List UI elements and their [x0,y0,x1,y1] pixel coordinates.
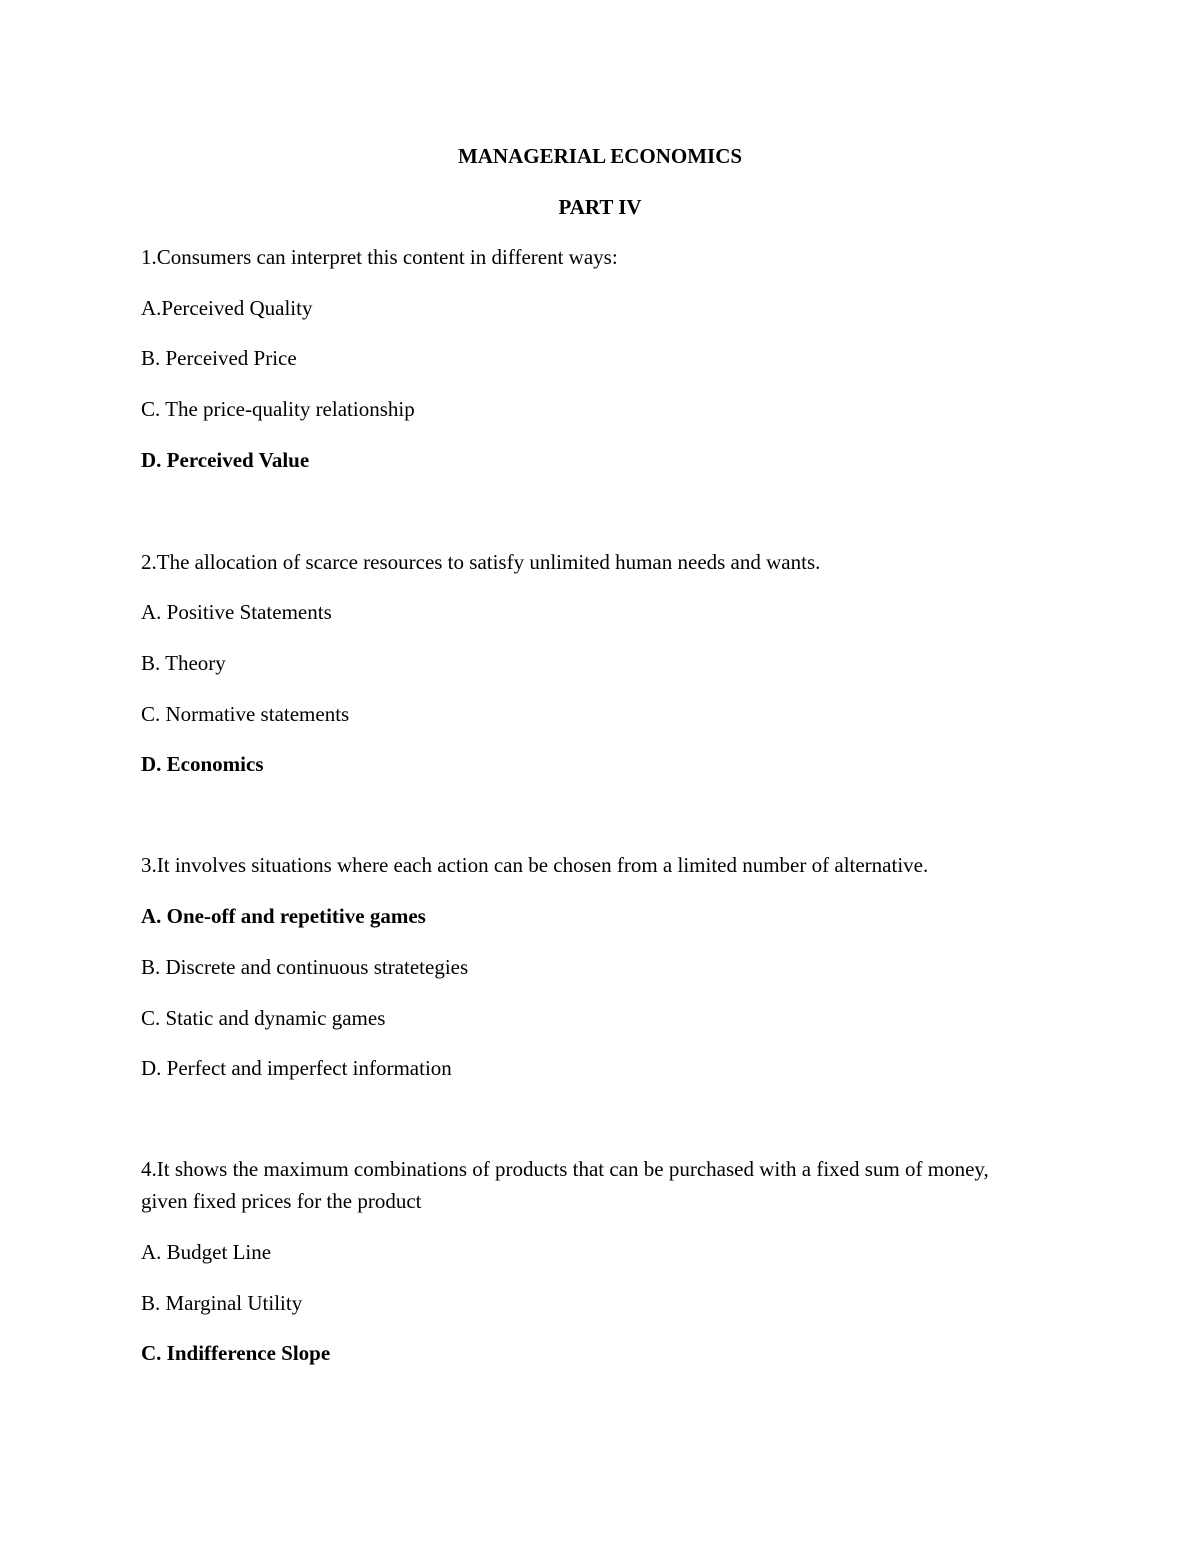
question-2-text: 2.The allocation of scarce resources to satisfy unlimited human needs and wants. [141,550,821,574]
question-3-option-b: B. Discrete and continuous stratetegies [141,955,469,979]
question-1-option-d-answer: D. Perceived Value [141,448,310,472]
question-1-option-a: A.Perceived Quality [141,296,313,320]
question-3-option-d: D. Perfect and imperfect information [141,1056,452,1080]
question-4-option-a: A. Budget Line [141,1240,272,1264]
question-3-text: 3.It involves situations where each action can be chosen from a limited number of alternative. [141,853,929,877]
question-3-option-c: C. Static and dynamic games [141,1006,386,1030]
question-4-option-b: B. Marginal Utility [141,1291,303,1315]
question-2-option-b: B. Theory [141,651,226,675]
question-3-option-a-answer: A. One-off and repetitive games [141,904,426,928]
document-title: MANAGERIAL ECONOMICS [457,144,743,168]
question-1-option-b: B. Perceived Price [141,346,297,370]
question-4-option-c-answer: C. Indifference Slope [141,1341,331,1365]
question-1-text: 1.Consumers can interpret this content in different ways: [141,245,618,269]
question-4-text: 4.It shows the maximum combinations of products that can be purchased with a fixed sum of money, given fixed prices for the product [141,1157,989,1213]
document-subtitle: PART IV [558,195,642,219]
question-2-option-d-answer: D. Economics [141,752,264,776]
question-1-option-c: C. The price-quality relationship [141,397,415,421]
question-2-option-c: C. Normative statements [141,702,350,726]
question-2-option-a: A. Positive Statements [141,600,332,624]
